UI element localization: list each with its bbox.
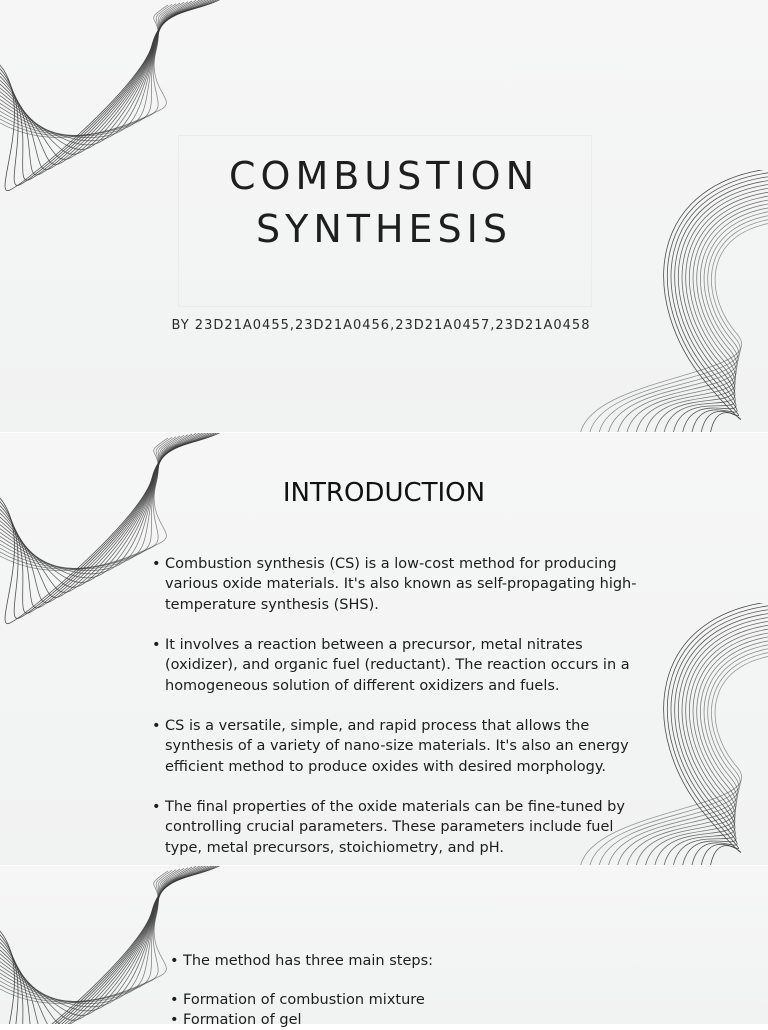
bullet-item: [152, 635, 630, 696]
wave-line: [608, 643, 768, 865]
wave-line: [636, 631, 768, 865]
bullet-line: (oxidizer), and organic fuel (reductant). The reaction occurs in a: [165, 657, 630, 674]
wave-line: [0, 0, 204, 159]
wave-line: [654, 623, 768, 865]
bullet-line: • The method has three main steps:: [183, 953, 434, 969]
bullet-line: • Formation of combustion mixture: [183, 992, 425, 1008]
bullet-line: • Formation of gel: [183, 1012, 302, 1028]
bullet-item: [152, 554, 636, 615]
bullet-line: efficient method to produce oxides with desired morphology.: [165, 758, 606, 775]
slide-title: [0, 0, 768, 432]
bullet-line: various oxide materials. It's also known as self-propagating high-: [165, 576, 637, 593]
bullet-item: [170, 951, 433, 971]
author-byline: BY 23D21A0455,23D21A0456,23D21A0457,23D21A0458: [171, 318, 591, 333]
wave-line: [645, 627, 768, 865]
slide-heading: INTRODUCTION: [282, 478, 486, 508]
bullet-item: [170, 1010, 302, 1030]
wave-line: [617, 639, 768, 865]
bullet-line: controlling crucial parameters. These parameters include fuel: [165, 819, 614, 836]
bullet-item: [170, 990, 425, 1010]
bullet-line: homogeneous solution of different oxidizers and fuels.: [165, 677, 560, 694]
bullet-line: • CS is a versatile, simple, and rapid process that allows the: [165, 718, 590, 734]
bullet-line: type, metal precursors, stoichiometry, and pH.: [165, 839, 504, 856]
bullet-line: synthesis of a variety of nano-size materials. It's also an energy: [165, 738, 629, 755]
bullet-line: temperature synthesis (SHS).: [165, 596, 379, 613]
bullet-line: • Combustion synthesis (CS) is a low-cost method for producing: [165, 556, 617, 572]
bullet-line: • The final properties of the oxide materials can be fine-tuned by: [165, 799, 625, 815]
wave-line: [667, 604, 768, 865]
title-line-2: SYNTHESIS: [255, 207, 512, 251]
bullet-line: • It involves a reaction between a precursor, metal nitrates: [165, 637, 583, 653]
title-line-1: COMBUSTION: [229, 154, 539, 198]
bullet-item: [152, 716, 629, 777]
bullet-item: [152, 797, 625, 858]
